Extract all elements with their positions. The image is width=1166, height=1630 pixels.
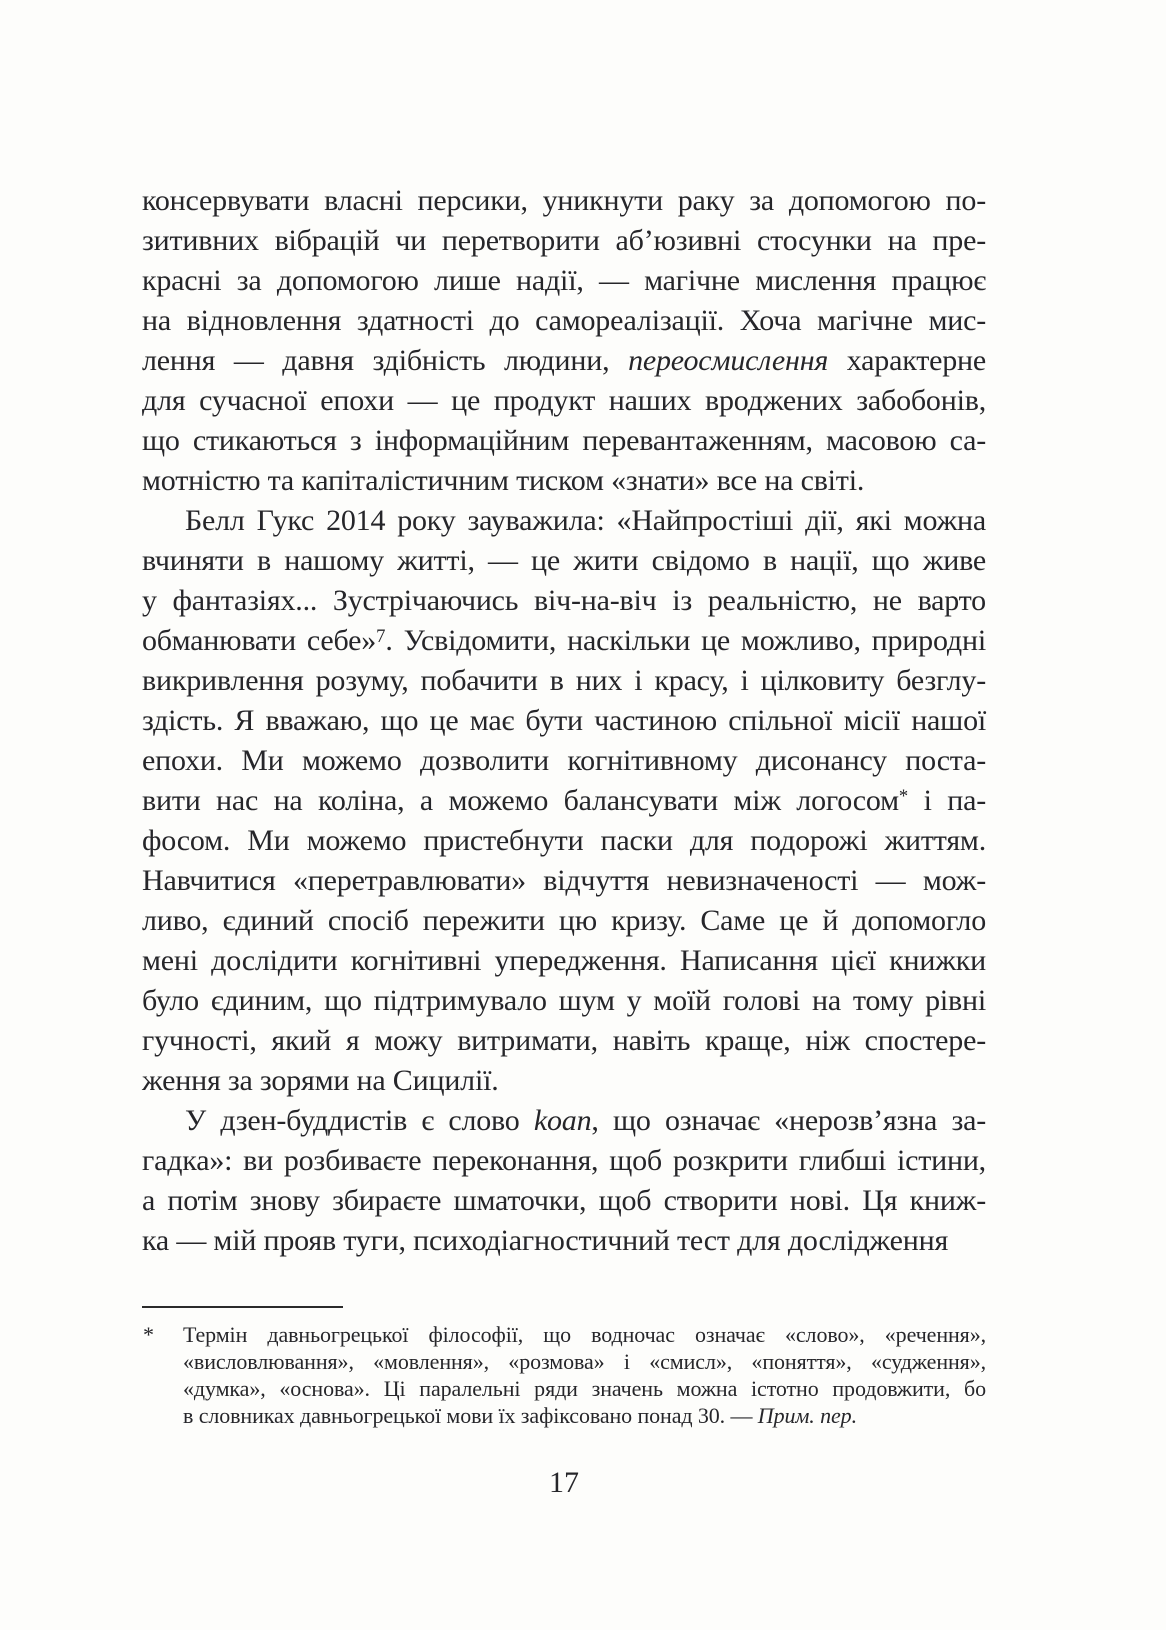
paragraph — [142, 501, 986, 1101]
text-line — [142, 1101, 986, 1141]
text-segment: і па- — [908, 784, 987, 817]
text-segment: зитивних вібрацій чи перетворити аб’юзивні стосунки на пре- — [142, 224, 986, 257]
footnote-text — [183, 1321, 986, 1429]
text-line — [142, 981, 986, 1021]
text-segment: характерне — [828, 344, 986, 377]
text-line — [142, 1061, 986, 1101]
text-segment: , що означає «нерозв’язна за- — [591, 1104, 986, 1137]
text-segment: консервувати власні персики, уникнути раку за допомогою по- — [142, 184, 986, 217]
text-segment: Навчитися «перетравлювати» відчуття невизначеності — мож- — [142, 864, 986, 897]
italic-text-segment: koan — [533, 1104, 592, 1137]
text-segment: епохи. Ми можемо дозволити когнітивному дисонансу поста- — [142, 744, 986, 777]
footnote-reference: * — [898, 785, 909, 807]
text-segment: було єдиним, що підтримувало шум у моїй голові на тому рівні — [142, 984, 986, 1017]
footnote — [142, 1321, 986, 1429]
page-number: 17 — [549, 1466, 579, 1499]
text-line — [183, 1321, 986, 1348]
footnote-reference: 7 — [376, 625, 386, 647]
body-text — [142, 181, 986, 1261]
paragraph — [142, 181, 986, 501]
text-segment: Термін давньогрецької філософії, що водночас означає «слово», «речення», — [183, 1322, 986, 1347]
text-line — [142, 621, 986, 661]
text-segment: ження за зорями на Сицилії. — [142, 1064, 499, 1097]
paragraph — [142, 1101, 986, 1261]
text-line — [142, 341, 986, 381]
text-line — [142, 901, 986, 941]
text-segment: ка — мій прояв туги, психодіагностичний тест для дослідження — [142, 1224, 949, 1257]
text-line — [183, 1348, 986, 1375]
text-line — [142, 541, 986, 581]
text-line — [142, 741, 986, 781]
italic-text-segment: переосмислення — [628, 344, 829, 377]
italic-text-segment: Прим. пер. — [757, 1403, 857, 1428]
text-segment: здість. Я вважаю, що це має бути частиною спільної місії нашої — [142, 704, 986, 737]
text-segment: для сучасної епохи — це продукт наших вроджених забобонів, — [142, 384, 986, 417]
text-segment: мені дослідити когнітивні упередження. Написання цієї книжки — [142, 944, 986, 977]
text-segment: вити нас на коліна, а можемо балансувати між логосом — [142, 784, 899, 817]
text-segment: гучності, який я можу витримати, навіть краще, ніж спостере- — [142, 1024, 986, 1057]
text-line — [142, 1221, 986, 1261]
text-line — [142, 781, 986, 821]
text-line — [142, 421, 986, 461]
text-line — [142, 301, 986, 341]
text-segment: . Усвідомити, наскільки це можливо, природні — [385, 624, 986, 657]
text-line — [142, 661, 986, 701]
text-line — [183, 1375, 986, 1402]
text-line — [142, 1181, 986, 1221]
text-segment: обманювати себе» — [142, 624, 377, 657]
text-segment: ливо, єдиний спосіб пережити цю кризу. Саме це й допомогло — [142, 904, 986, 937]
text-segment: мотністю та капіталістичним тиском «знати» все на світі. — [142, 464, 865, 497]
text-line — [142, 861, 986, 901]
text-segment: красні за допомогою лише надії, — магічне мислення працює — [142, 264, 986, 297]
footnote-block — [142, 1306, 986, 1429]
text-line — [142, 701, 986, 741]
text-line — [142, 261, 986, 301]
text-segment: а потім знову збираєте шматочки, щоб створити нові. Ця книж- — [142, 1184, 986, 1217]
text-line — [142, 181, 986, 221]
text-line — [142, 1141, 986, 1181]
text-line — [142, 461, 986, 501]
text-line — [142, 501, 986, 541]
footnote-divider — [142, 1306, 343, 1308]
text-line — [142, 221, 986, 261]
text-segment: фосом. Ми можемо пристебнути паски для подорожі життям. — [142, 824, 986, 857]
text-segment: гадка»: ви розбиваєте переконання, щоб розкрити глибші істини, — [142, 1144, 986, 1177]
text-segment: У дзен-буддистів є слово — [185, 1104, 534, 1137]
text-segment: викривлення розуму, побачити в них і красу, і цілковиту безглу- — [142, 664, 986, 697]
text-segment: у фантазіях... Зустрічаючись віч-на-віч із реальністю, не варто — [142, 584, 986, 617]
text-segment: вчиняти в нашому житті, — це жити свідомо в нації, що живе — [142, 544, 986, 577]
text-segment: на відновлення здатності до самореалізації. Хоча магічне мис- — [142, 304, 986, 337]
text-segment: «думка», «основа». Ці паралельні ряди значень можна істотно продовжити, бо — [183, 1376, 986, 1401]
text-segment: Белл Гукс 2014 року зауважила: «Найпростіші дії, які можна — [185, 504, 986, 537]
text-line — [142, 821, 986, 861]
text-line — [142, 581, 986, 621]
text-segment: лення — давня здібність людини, — [142, 344, 629, 377]
footnote-marker: * — [143, 1322, 154, 1347]
text-line — [142, 941, 986, 981]
text-segment: що стикаються з інформаційним перевантаженням, масовою са- — [142, 424, 986, 457]
text-line — [183, 1402, 986, 1429]
text-line — [142, 1021, 986, 1061]
text-line — [142, 381, 986, 421]
text-segment: в словниках давньогрецької мови їх зафіксовано понад 30. — — [183, 1403, 758, 1428]
text-segment: «висловлювання», «мовлення», «розмова» і «смисл», «поняття», «судження», — [183, 1349, 986, 1374]
